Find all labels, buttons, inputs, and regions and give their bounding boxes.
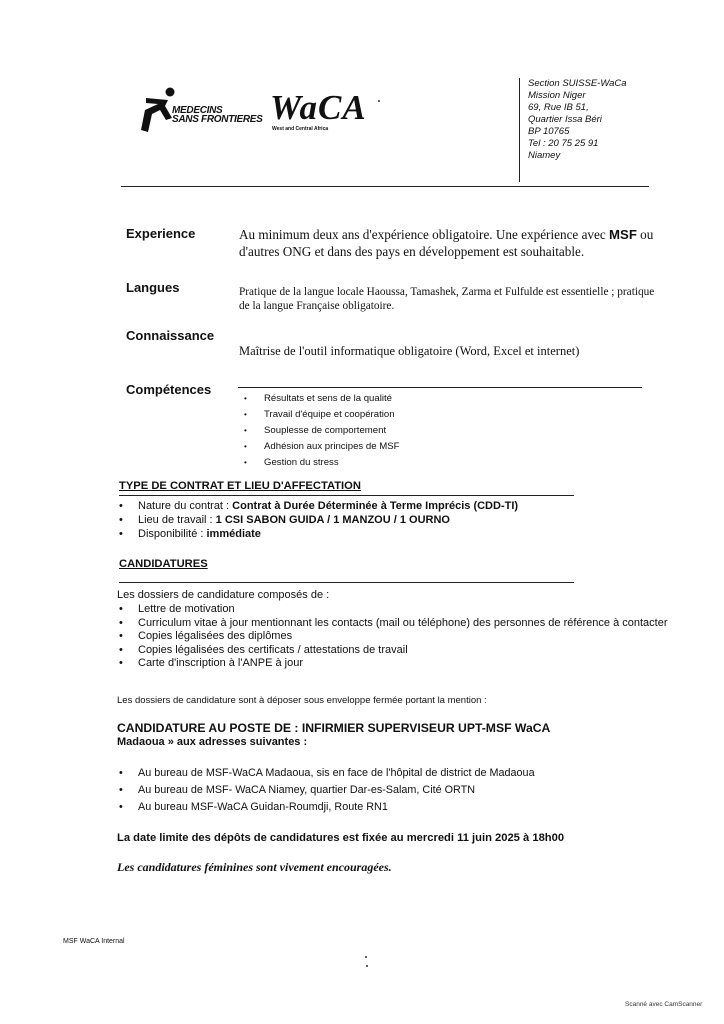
competences-divider [238,387,642,388]
address-line: BP 10765 [528,126,570,137]
list-item: • Adhésion aux principes de MSF [244,439,399,455]
experience-text-part1: Au minimum deux ans d'expérience obligatoire. Une expérience avec [239,227,606,242]
list-item: • Lettre de motivation [117,603,668,617]
connaissance-text: Maîtrise de l'outil informatique obligatoire (Word, Excel et internet) [239,344,580,358]
contract-dispo [117,527,518,541]
contract-nature [117,499,518,513]
scan-speck [366,965,368,967]
contract-dispo-value: immédiate [206,528,261,540]
poste-line-2-text: Madaoua » aux adresses suivantes : [117,736,308,748]
competences-list [244,391,399,471]
msf-logo-line1: MEDECINS [172,105,223,116]
contract-lieu [117,513,518,527]
mission-address [519,78,678,182]
list-item: • Curriculum vitae à jour mentionnant les contacts (mail ou téléphone) des personnes de référence à contacter [117,617,668,631]
address-line: Mission Niger [528,90,586,101]
candidatures-section-title: CANDIDATURES [119,558,208,570]
list-item: • Carte d'inscription à l'ANPE à jour [117,657,668,671]
list-item: • Travail d'équipe et coopération [244,407,399,423]
address-line: Tel : 20 75 25 91 [528,138,599,149]
langues-text: Pratique de la langue locale Haoussa, Tamashek, Zarma et Fulfulde est essentielle ; pratique de la langue Française obligatoire. [239,286,655,312]
list-item: • Au bureau de MSF- WaCA Niamey, quartier Dar-es-Salam, Cité ORTN [117,782,535,799]
deposit-note: Les dossiers de candidature sont à déposer sous enveloppe fermée portant la mention : [117,695,487,706]
experience-text-part2: ou d'autres ONG et dans des pays en développement est souhaitable. [239,227,654,259]
address-line: Quartier Issa Béri [528,114,602,125]
address-line: Section SUISSE-WaCa [528,78,627,89]
waca-logo-tagline: West and Central Africa [272,126,329,132]
experience-label: Experience [126,226,196,241]
langues-label: Langues [126,280,180,295]
list-item: • Copies légalisées des diplômes [117,630,668,644]
contract-section-title: TYPE DE CONTRAT ET LIEU D'AFFECTATION [119,480,361,492]
waca-logo [270,88,367,140]
header-divider [121,186,649,187]
scanner-watermark: Scanné avec CamScanner [625,1001,703,1008]
address-line: Niamey [528,150,561,161]
list-item: • Copies légalisées des certificats / attestations de travail [117,644,668,658]
msf-logo [138,84,266,136]
contract-lieu-label: Lieu de travail : [138,514,213,526]
candidatures-documents-list [117,603,668,671]
address-line: 69, Rue IB 51, [528,102,589,113]
contract-nature-label: Nature du contrat : [138,500,230,512]
offices-list [117,765,535,816]
list-item: • Résultats et sens de la qualité [244,391,399,407]
candidatures-divider [119,582,574,583]
msf-logo-line2: SANS FRONTIERES [172,114,263,125]
classification-tag: MSF WaCA Internal [63,938,125,945]
experience-msf: MSF [609,227,637,242]
waca-logo-word: WaCA [270,88,367,127]
poste-line: CANDIDATURE AU POSTE DE : INFIRMIER SUPERVISEUR UPT-MSF WaCA [117,721,551,735]
contract-lieu-value: 1 CSI SABON GUIDA / 1 MANZOU / 1 OURNO [215,514,450,526]
list-item: • Souplesse de comportement [244,423,399,439]
list-item: • Au bureau de MSF-WaCA Madaoua, sis en face de l'hôpital de district de Madaoua [117,765,535,782]
experience-text [239,226,659,260]
scan-speck [378,100,380,102]
list-item: • Au bureau MSF-WaCA Guidan-Roumdji, Route RN1 [117,799,535,816]
connaissance-label: Connaissance [126,328,215,343]
candidatures-intro: Les dossiers de candidature composés de : [117,589,330,601]
encouragement: Les candidatures féminines sont vivement encouragées. [117,860,392,874]
contract-dispo-label: Disponibilité : [138,528,204,540]
competences-label: Compétences [126,382,212,397]
poste-line-2 [117,736,307,748]
contract-divider [119,495,574,496]
contract-nature-value: Contrat à Durée Déterminée à Terme Imprécis (CDD-TI) [232,500,519,512]
deadline: La date limite des dépôts de candidatures est fixée au mercredi 11 juin 2025 à 18h00 [117,832,565,844]
contract-list [117,499,518,541]
list-item: • Gestion du stress [244,455,399,471]
scan-speck [365,956,367,958]
